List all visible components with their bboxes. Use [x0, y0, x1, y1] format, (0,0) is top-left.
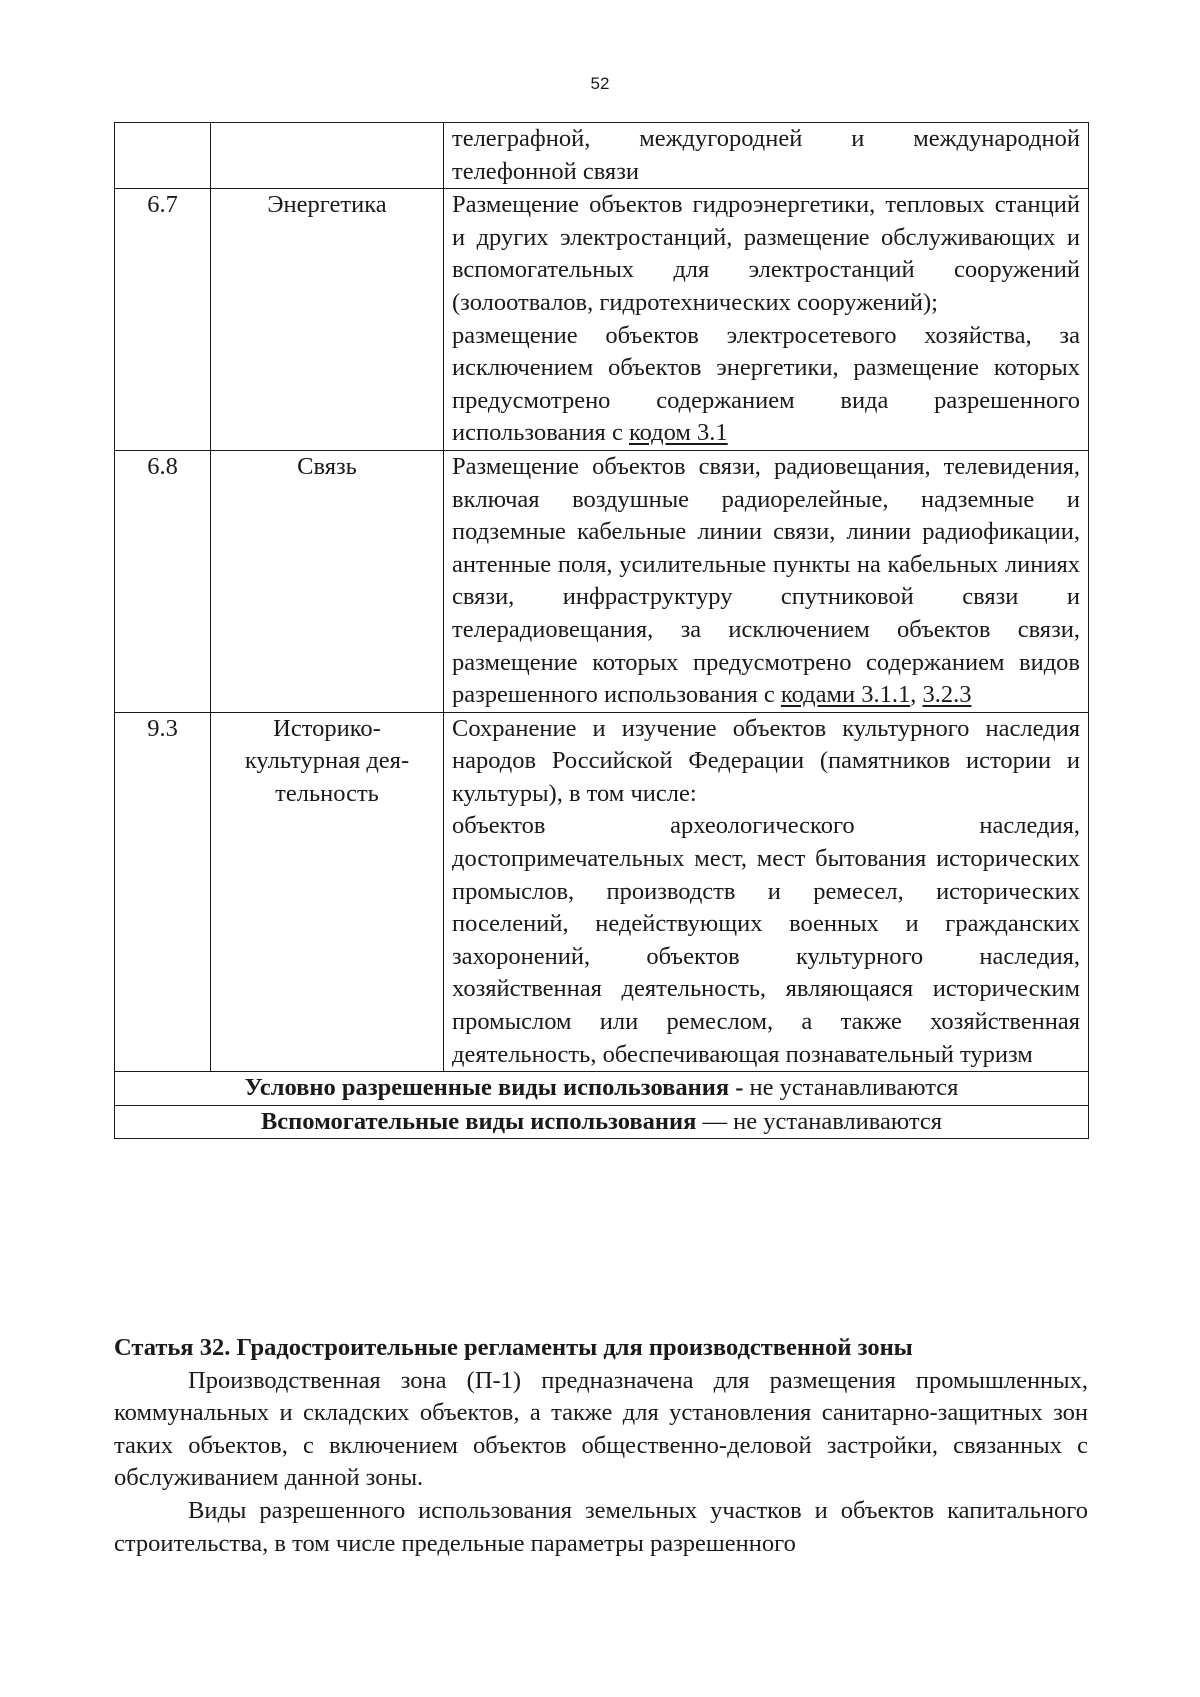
description-text: размещение объектов электросетевого хозяйства, за исключением объектов энергетики, размещение которых предусмотрено содержанием вида разрешенного использования с [452, 321, 1080, 447]
page-number: 52 [590, 74, 610, 93]
auxiliary-uses-value: — не устанавливаются [696, 1107, 943, 1135]
table-row [115, 189, 1089, 451]
article-title: Статья 32. Градостроительные регламенты для производственной зоны [114, 1334, 913, 1361]
article-paragraph: Производственная зона (П-1) предназначена для размещения промышленных, коммунальных и складских объектов, а также для установления санитарно-защитных зон таких объектов, с включением объектов общественно-деловой застройки, связанных с обслуживанием данной зоны. [114, 1366, 1088, 1492]
description-text: объектов археологического наследия, достопримечательных мест, мест бытования исторических промыслов, производств и ремесел, исторических поселений, недействующих военных и гражданских захоронений, объектов культурного наследия, хозяйственная деятельность, являющаяся историческим промыслом или ремеслом, а также хозяйственная деятельность, обеспечивающая познавательный туризм [452, 812, 1080, 1068]
description-text: Размещение объектов гидроэнергетики, тепловых станций и других электростанций, размещение обслуживающих и вспомогательных для электростанций сооружений (золоотвалов, гидротехнических сооружений); [452, 191, 1080, 316]
name-line: Историко- [273, 714, 381, 742]
code-link[interactable]: кодом 3.1 [628, 419, 728, 447]
name-cell [211, 712, 444, 1072]
table-row [115, 450, 1089, 712]
description-cell [444, 450, 1089, 712]
name-cell: Энергетика [211, 189, 444, 451]
description-cell [444, 712, 1089, 1072]
name-cell [211, 123, 444, 189]
description-text [452, 320, 1080, 450]
name-cell: Связь [211, 450, 444, 712]
auxiliary-uses-label: Вспомогательные виды использования [260, 1107, 697, 1135]
code-cell: 6.8 [115, 450, 211, 712]
auxiliary-uses-row [115, 1105, 1089, 1139]
conditional-uses-label: Условно разрешенные виды использования - [244, 1074, 744, 1102]
description-cell [444, 123, 1089, 189]
description-text [452, 451, 1080, 712]
code-cell: 9.3 [115, 712, 211, 1072]
table-row [115, 712, 1089, 1072]
description-cell [444, 189, 1089, 451]
conditional-uses-value: не устанавливаются [743, 1074, 959, 1102]
conditional-uses-row [115, 1072, 1089, 1106]
code-link[interactable]: кодами 3.1.1 [780, 681, 911, 709]
description-text: Сохранение и изучение объектов культурного наследия народов Российской Федерации (памятников истории и культуры), в том числе: [452, 714, 1080, 807]
link-separator: , [910, 681, 923, 709]
name-line: культурная дея- [244, 747, 410, 775]
code-cell: 6.7 [115, 189, 211, 451]
land-use-table [114, 122, 1089, 1139]
table-row [115, 1105, 1089, 1139]
article-section [114, 1332, 1088, 1560]
table-row [115, 1072, 1089, 1106]
description-text: Размещение объектов связи, радиовещания, телевидения, включая воздушные радиорелейные, надземные и подземные кабельные линии связи, линии радиофикации, антенные поля, усилительные пункты на кабельных линиях связи, инфраструктуру спутниковой связи и телерадиовещания, за исключением объектов связи, размещение которых предусмотрено содержанием видов разрешенного использования с [452, 452, 1080, 709]
table-row [115, 123, 1089, 189]
code-link[interactable]: 3.2.3 [922, 681, 972, 709]
code-cell [115, 123, 211, 189]
name-line: тельность [275, 779, 379, 807]
description-text: телеграфной, междугородней и международной телефонной связи [452, 125, 1080, 185]
article-paragraph: Виды разрешенного использования земельных участков и объектов капитального строительства, в том числе предельные параметры разрешенного [114, 1496, 1088, 1557]
